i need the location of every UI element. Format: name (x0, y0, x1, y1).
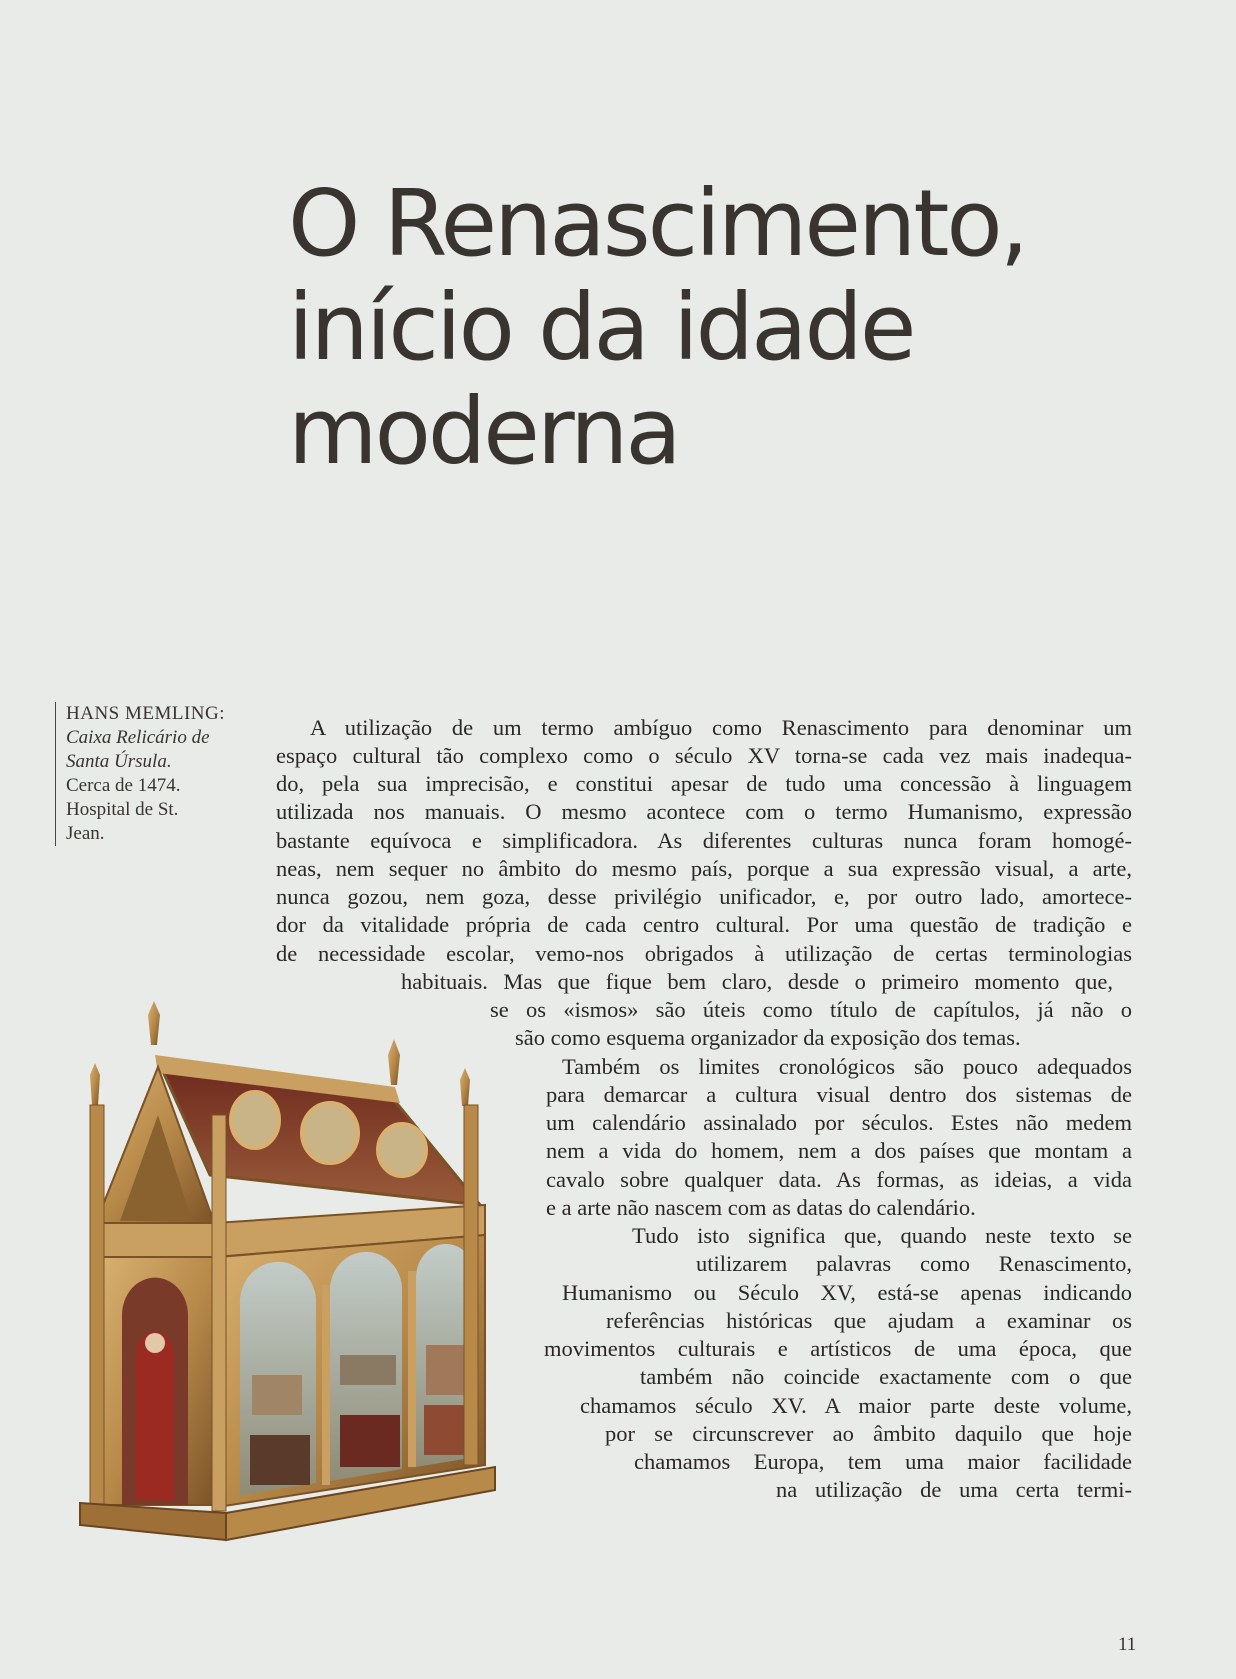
body-line: também não coincide exactamente com o que (640, 1364, 1132, 1389)
body-line: bastante equívoca e simplificadora. As diferentes culturas nunca foram homogé- (276, 828, 1132, 853)
caption-work-title-2: Santa Úrsula. (66, 751, 172, 772)
body-line: para demarcar a cultura visual dentro dos sistemas de (546, 1082, 1132, 1107)
body-line: chamamos Europa, tem uma maior facilidade (634, 1449, 1132, 1474)
caption-location-2: Jean. (66, 823, 105, 844)
body-line: Também os limites cronológicos são pouco adequados (562, 1054, 1132, 1079)
body-line: neas, nem sequer no âmbito do mesmo país, porque a sua expressão visual, a arte, (276, 856, 1132, 881)
body-line: cavalo sobre qualquer data. As formas, as ideias, a vida (546, 1167, 1132, 1192)
body-line: de necessidade escolar, vemo-nos obrigados à utilização de certas terminologias (276, 941, 1132, 966)
body-line: e a arte não nascem com as datas do calendário. (546, 1195, 976, 1220)
body-line: A utilização de um termo ambíguo como Renascimento para denominar um (310, 715, 1132, 740)
body-line: por se circunscrever ao âmbito daquilo que hoje (605, 1421, 1132, 1446)
page-number: 11 (1118, 1634, 1137, 1655)
body-line: utilizarem palavras como Renascimento, (696, 1251, 1132, 1276)
body-line: espaço cultural tão complexo como o século XV torna-se cada vez mais inadequa- (276, 743, 1132, 768)
body-line: se os «ismos» são úteis como título de capítulos, já não o (490, 997, 1132, 1022)
caption-work-title-1: Caixa Relicário de (66, 727, 210, 748)
chapter-title-line-2: início da idade (288, 274, 914, 381)
body-line: um calendário assinalado por séculos. Estes não medem (546, 1110, 1132, 1135)
body-line: Tudo isto significa que, quando neste texto se (632, 1223, 1132, 1248)
chapter-title (288, 172, 1188, 484)
body-line: nunca gozou, nem goza, desse privilégio unificador, e, por outro lado, amortece- (276, 884, 1132, 909)
reliquary-illustration (40, 995, 530, 1555)
body-line: habituais. Mas que fique bem claro, desde o primeiro momento que, (401, 969, 1113, 994)
body-line: são como esquema organizador da exposição dos temas. (515, 1025, 1021, 1050)
chapter-title-line-3: moderna (288, 378, 679, 485)
body-line: referências históricas que ajudam a examinar os (606, 1308, 1132, 1333)
body-line: nem a vida do homem, nem a dos países que montam a (546, 1138, 1132, 1163)
caption-location-1: Hospital de St. (66, 799, 179, 820)
body-line: na utilização de uma certa termi- (776, 1477, 1132, 1502)
body-line: utilizada nos manuais. O mesmo acontece com o termo Humanismo, expressão (276, 799, 1132, 824)
figure-caption (55, 702, 225, 846)
chapter-title-line-1: O Renascimento, (288, 170, 1026, 277)
body-line: dor da vitalidade própria de cada centro cultural. Por uma questão de tradição e (276, 912, 1132, 937)
body-line: Humanismo ou Século XV, está-se apenas indicando (562, 1280, 1132, 1305)
body-line: chamamos século XV. A maior parte deste volume, (580, 1393, 1132, 1418)
body-line: do, pela sua imprecisão, e constitui apesar de tudo uma concessão à linguagem (276, 771, 1132, 796)
caption-author: HANS MEMLING: (66, 703, 226, 724)
body-line: movimentos culturais e artísticos de uma época, que (544, 1336, 1132, 1361)
caption-date: Cerca de 1474. (66, 775, 181, 796)
reliquary-shrine-icon (40, 995, 530, 1555)
